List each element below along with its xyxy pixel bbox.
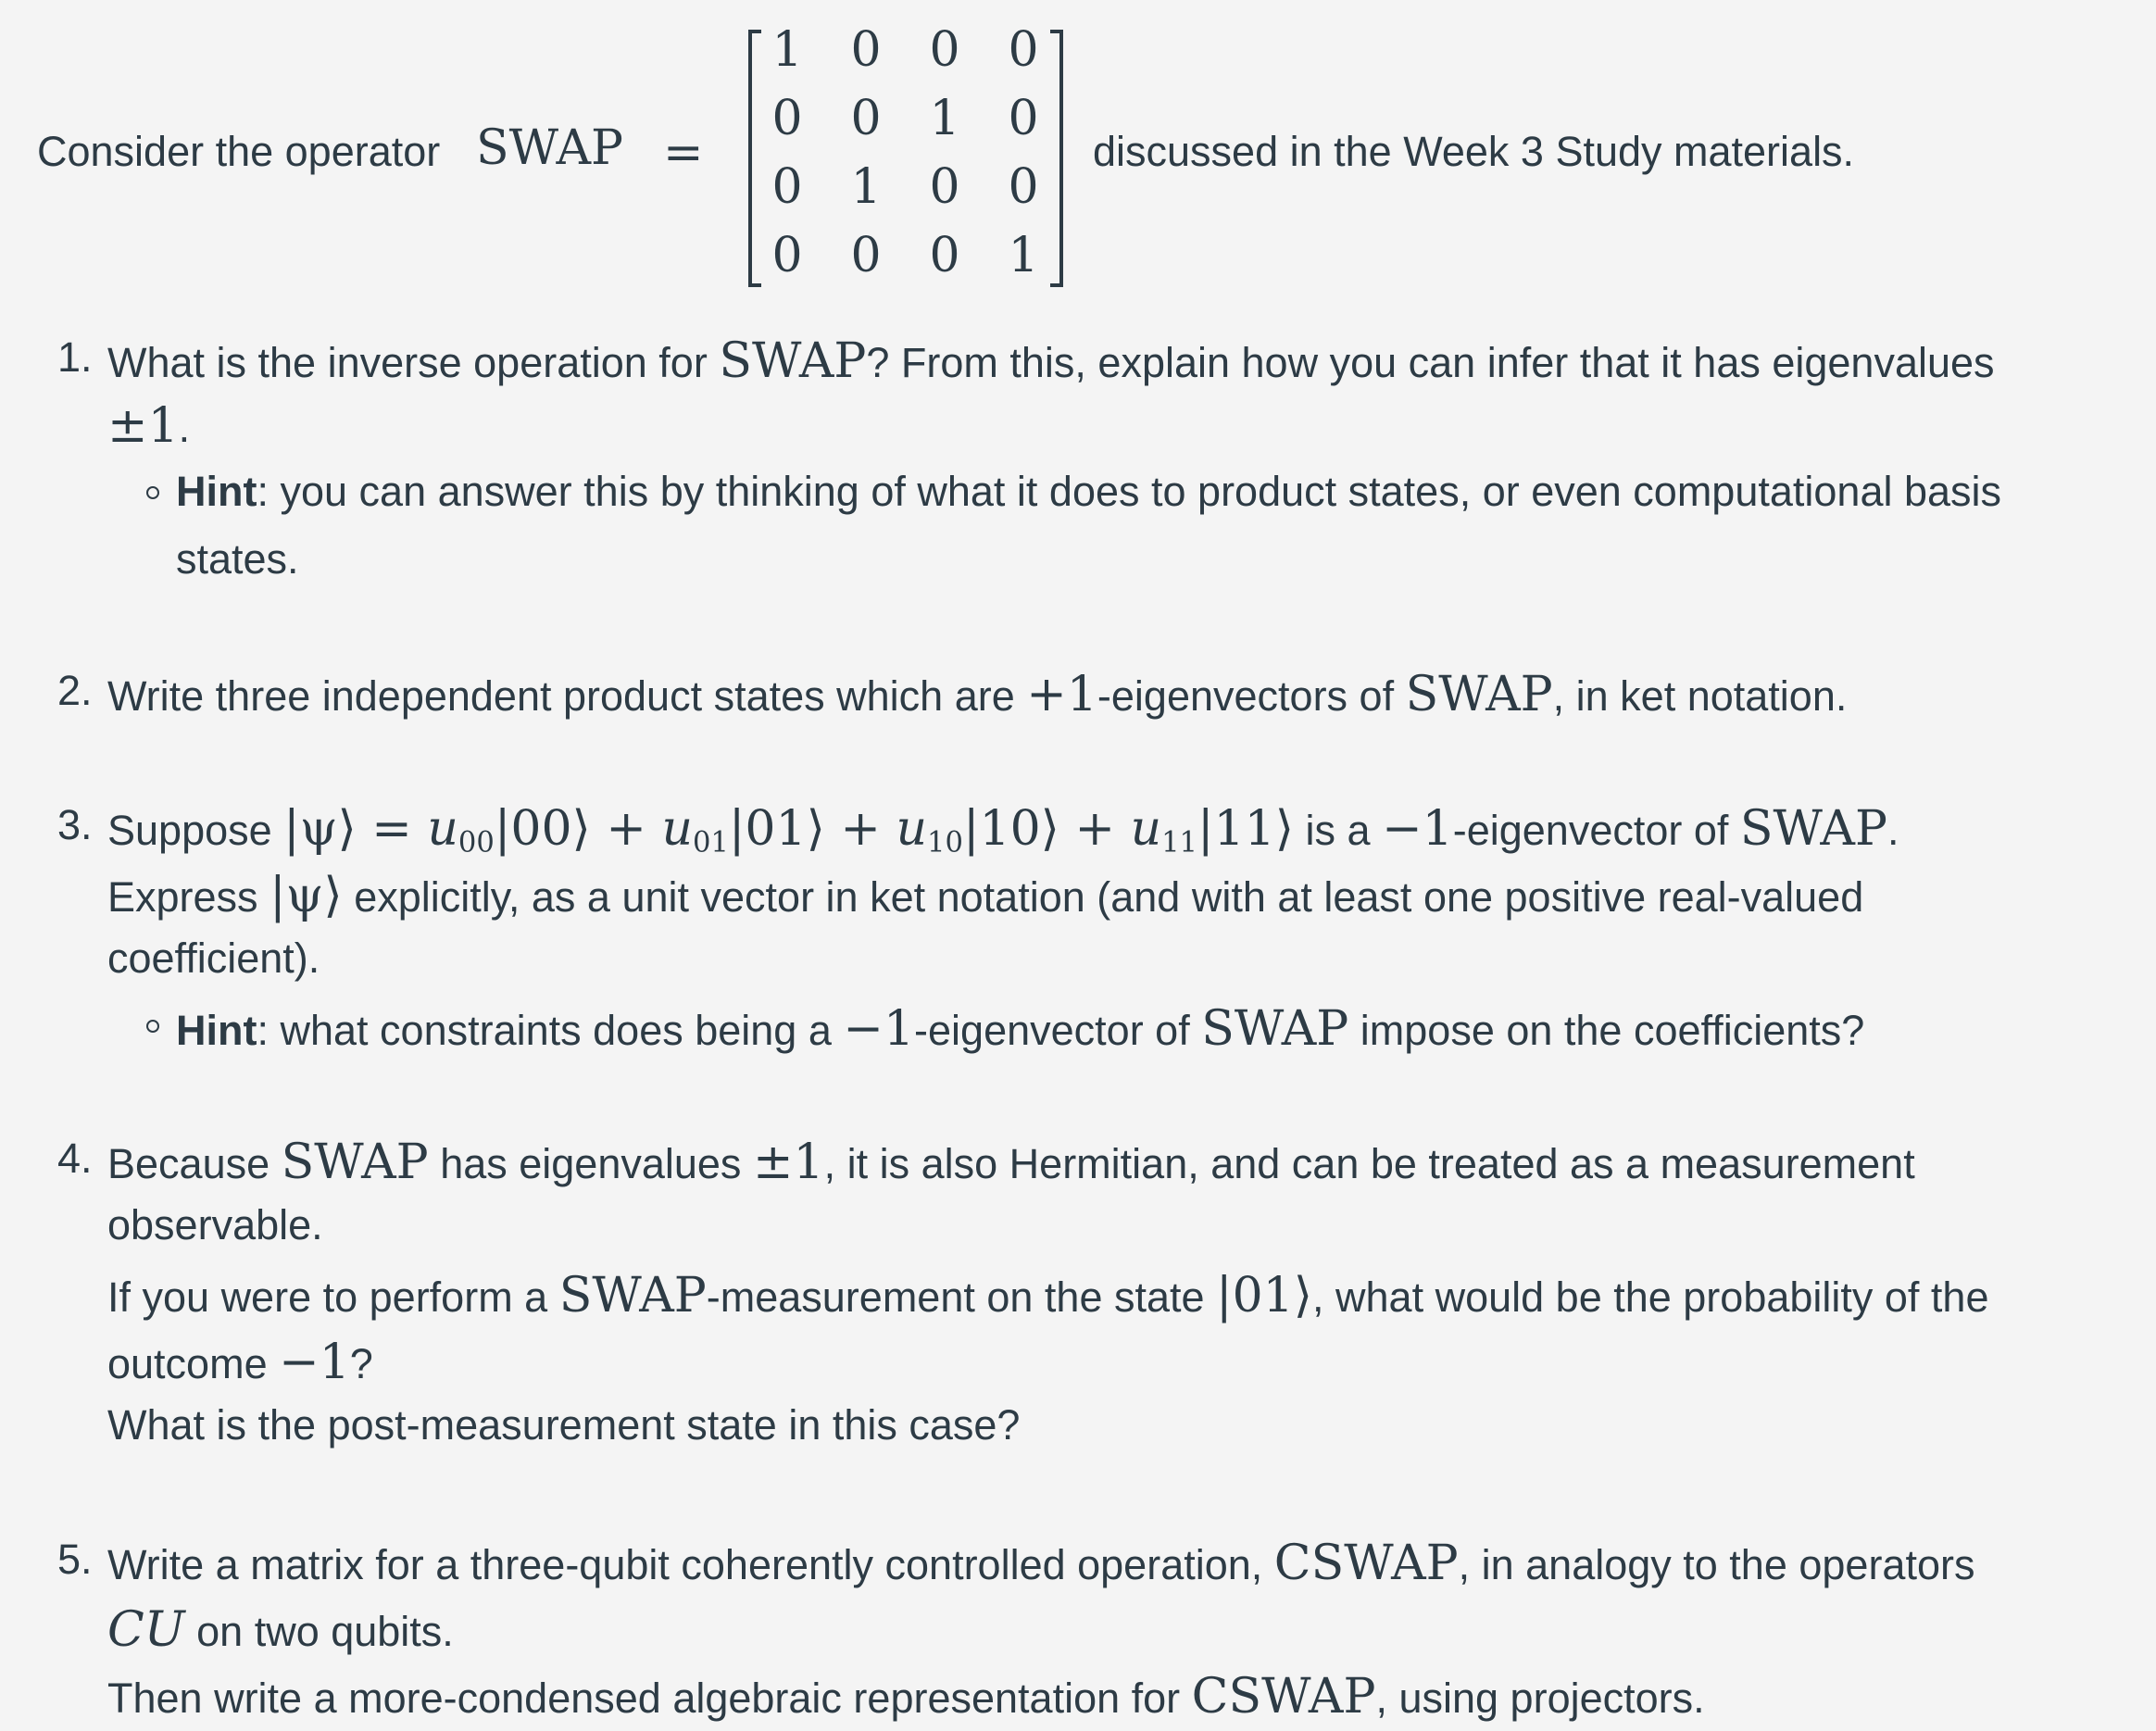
- matrix-cell: 0: [1008, 91, 1039, 146]
- basis-ket: |10⟩: [962, 801, 1059, 857]
- hint-label: Hint: [176, 1007, 257, 1054]
- swap-operator: SWAP: [558, 1268, 707, 1323]
- question-text: , it is also Hermitian, and can be treated as a measurement: [823, 1140, 1915, 1187]
- equals-sign: =: [356, 801, 428, 857]
- basis-ket: |01⟩: [728, 801, 825, 857]
- coefficient: u: [427, 801, 458, 857]
- question-text: ?: [349, 1340, 373, 1387]
- matrix-cell: 0: [929, 22, 960, 78]
- matrix-cell: 1: [1008, 228, 1039, 283]
- question-number: 1.: [57, 333, 93, 381]
- swap-operator: SWAP: [719, 333, 867, 389]
- matrix-cell: 0: [771, 159, 803, 215]
- question-text: , in analogy to the operators: [1458, 1541, 1975, 1588]
- question-number: 4.: [57, 1135, 93, 1182]
- swap-operator: SWAP: [1739, 801, 1887, 857]
- matrix-left-bracket: [748, 30, 761, 287]
- question-text: on two qubits.: [196, 1608, 454, 1655]
- question-number: 5.: [57, 1536, 93, 1583]
- coefficient-subscript: 00: [458, 826, 495, 859]
- question-text: observable.: [107, 1201, 323, 1248]
- swap-matrix: [748, 22, 1063, 291]
- psi-ket: |ψ⟩: [270, 868, 343, 923]
- intro-suffix: discussed in the Week 3 Study materials.: [1093, 128, 1855, 175]
- eigenvalue-math: −1: [1382, 801, 1453, 857]
- hint-text: : you can answer this by thinking of what it does to product states, or even computational basis: [257, 468, 2002, 515]
- coefficient-subscript: 01: [692, 826, 729, 859]
- eigenvalue-math: +1: [1026, 667, 1097, 722]
- question-number: 2.: [57, 667, 93, 714]
- hint-bullet-icon: [146, 1020, 159, 1033]
- plus-sign: +: [824, 801, 896, 857]
- matrix-cell: 1: [771, 22, 803, 78]
- question-number: 3.: [57, 801, 93, 848]
- question-text: coefficient).: [107, 934, 320, 982]
- matrix-cell: 0: [850, 91, 882, 146]
- question-text: explicitly, as a unit vector in ket notation (and with at least one positive real-valued: [354, 873, 1864, 921]
- matrix-cell: 0: [771, 228, 803, 283]
- matrix-cell: 1: [929, 91, 960, 146]
- basis-ket: |01⟩: [1216, 1268, 1313, 1323]
- eigenvalue-math: −1: [843, 1001, 915, 1057]
- matrix-cell: 1: [850, 159, 882, 215]
- question-text: Then write a more-condensed algebraic representation for: [107, 1675, 1181, 1722]
- hint-text: : what constraints does being a: [257, 1007, 832, 1054]
- cswap-operator: CSWAP: [1191, 1669, 1376, 1725]
- intro-prefix: Consider the operator: [37, 128, 441, 175]
- swap-operator: SWAP: [1405, 667, 1553, 722]
- question-text: -measurement on the state: [706, 1273, 1205, 1321]
- hint-text: states.: [176, 535, 299, 583]
- question-text: Suppose: [107, 807, 272, 854]
- question-text: Write a matrix for a three-qubit coherently controlled operation,: [107, 1541, 1263, 1588]
- question-text: -eigenvector of: [1452, 807, 1729, 854]
- plus-sign: +: [1059, 801, 1131, 857]
- eigenvalue-math: ±1: [107, 398, 179, 454]
- question-text: Write three independent product states which are: [107, 672, 1015, 720]
- question-text: outcome: [107, 1340, 268, 1387]
- matrix-cell: 0: [929, 159, 960, 215]
- plus-sign: +: [590, 801, 662, 857]
- coefficient: u: [1130, 801, 1162, 857]
- question-text: Because: [107, 1140, 270, 1187]
- question-text: , using projectors.: [1375, 1675, 1705, 1722]
- matrix-cell: 0: [1008, 159, 1039, 215]
- matrix-cell: 0: [929, 228, 960, 283]
- swap-operator: SWAP: [1201, 1001, 1349, 1057]
- hint-label: Hint: [176, 468, 257, 515]
- equals-sign: =: [663, 125, 704, 181]
- matrix-right-bracket: [1050, 30, 1063, 287]
- question-text: -eigenvectors of: [1097, 672, 1395, 720]
- question-text: .: [178, 404, 191, 451]
- hint-text: impose on the coefficients?: [1360, 1007, 1865, 1054]
- question-text: What is the post-measurement state in this case?: [107, 1401, 1021, 1449]
- question-text: , what would be the probability of the: [1312, 1273, 1989, 1321]
- hint-bullet-icon: [146, 486, 159, 499]
- question-text: Express: [107, 873, 258, 921]
- cswap-operator: CSWAP: [1273, 1536, 1459, 1591]
- coefficient-subscript: 11: [1161, 826, 1198, 859]
- hint-text: -eigenvector of: [914, 1007, 1190, 1054]
- eigenvalue-math: ±1: [752, 1135, 824, 1190]
- psi-ket: |ψ⟩: [283, 801, 357, 857]
- question-text: If you were to perform a: [107, 1273, 548, 1321]
- question-text: is a: [1305, 807, 1371, 854]
- swap-operator: SWAP: [281, 1135, 429, 1190]
- question-text: has eigenvalues: [440, 1140, 742, 1187]
- matrix-cell: 0: [771, 91, 803, 146]
- coefficient-subscript: 10: [927, 826, 963, 859]
- basis-ket: |11⟩: [1197, 801, 1295, 857]
- coefficient: u: [661, 801, 693, 857]
- question-text: ? From this, explain how you can infer that it has eigenvalues: [866, 339, 1995, 386]
- matrix-cell: 0: [1008, 22, 1039, 78]
- matrix-cell: 0: [850, 228, 882, 283]
- basis-ket: |00⟩: [494, 801, 591, 857]
- question-text: .: [1886, 807, 1899, 854]
- matrix-cell: 0: [850, 22, 882, 78]
- swap-operator: SWAP: [476, 120, 624, 176]
- coefficient: u: [896, 801, 928, 857]
- cu-operator: CU: [107, 1602, 185, 1658]
- question-text: What is the inverse operation for: [107, 339, 708, 386]
- eigenvalue-math: −1: [279, 1335, 350, 1390]
- question-text: , in ket notation.: [1552, 672, 1848, 720]
